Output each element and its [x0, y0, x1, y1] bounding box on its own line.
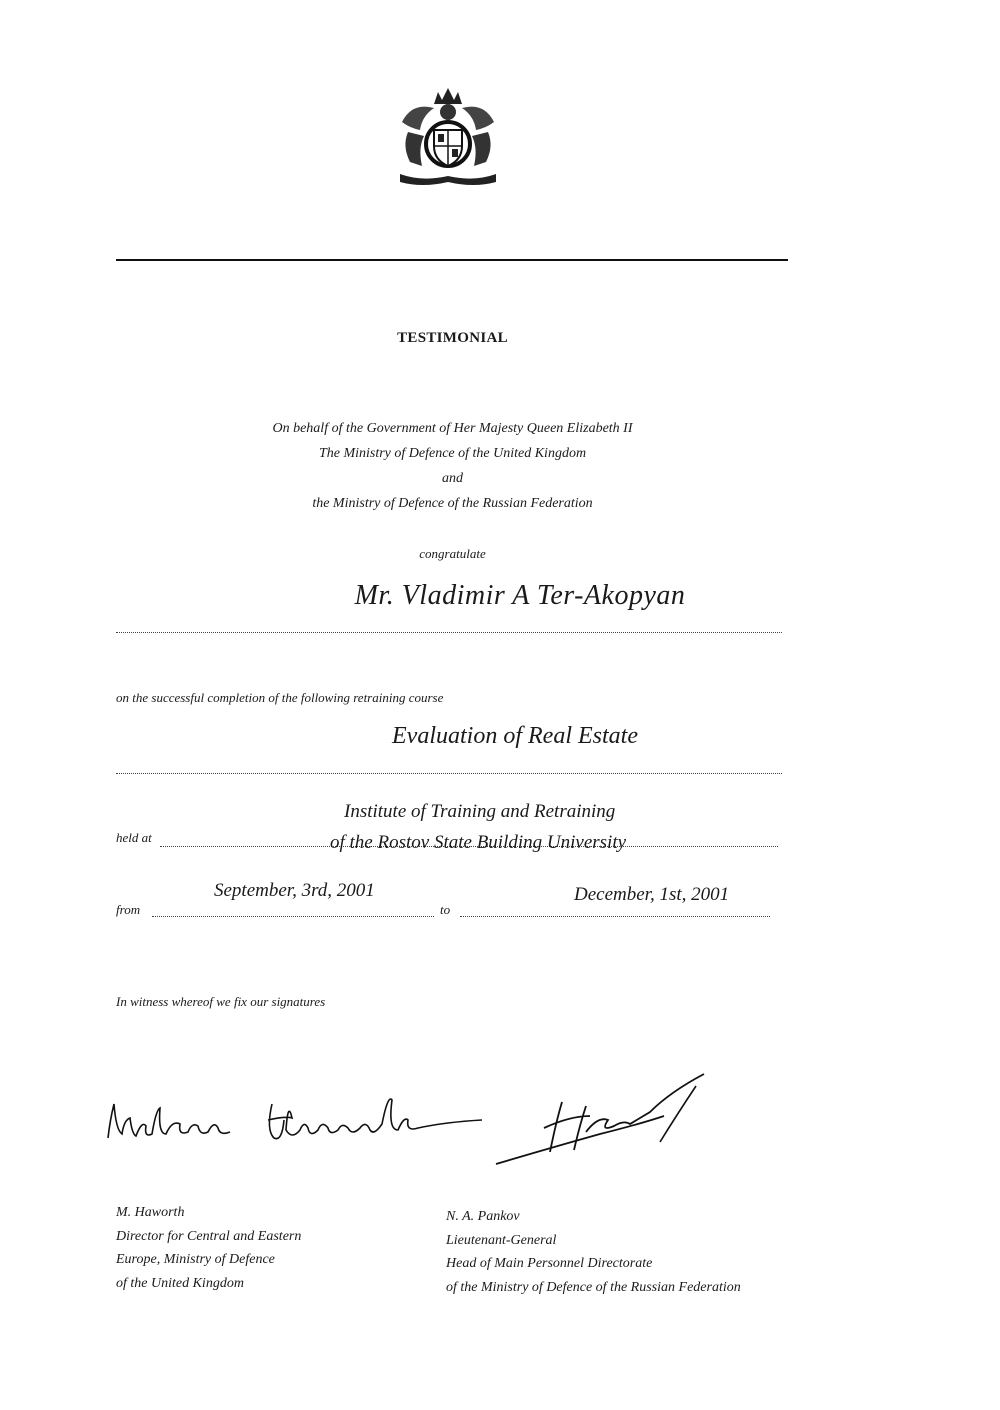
left-signatory-title-1: Director for Central and Eastern: [116, 1228, 302, 1244]
document-title: TESTIMONIAL: [397, 330, 508, 346]
left-signatory-title-2: Europe, Ministry of Defence: [116, 1252, 275, 1267]
left-signatory-title-3: of the United Kingdom: [116, 1275, 244, 1291]
recipient-dotted-line: [116, 632, 782, 633]
to-dotted-line: [460, 916, 770, 917]
right-signatory-title-3: of the Ministry of Defence of the Russian Federation: [446, 1279, 741, 1295]
institution-line-2: of the Rostov State Building University: [330, 832, 627, 853]
institution-line-1: Institute of Training and Retraining: [344, 801, 616, 822]
from-date: September, 3rd, 2001: [214, 880, 375, 901]
course-name: Evaluation of Real Estate: [392, 723, 638, 749]
to-label: to: [440, 902, 451, 917]
right-signatory-name: N. A. Pankov: [446, 1209, 520, 1224]
right-signatory-block: [446, 1205, 741, 1299]
course-dotted-line: [116, 773, 782, 774]
right-signatory-title-2: Head of Main Personnel Directorate: [446, 1256, 653, 1271]
header-rule: [116, 259, 788, 261]
intro-line-3: and: [442, 471, 463, 486]
witness-text: In witness whereof we fix our signatures: [116, 994, 326, 1009]
left-signatory-name: M. Haworth: [116, 1205, 185, 1220]
intro-line-4: the Ministry of Defence of the Russian Federation: [312, 496, 593, 511]
congratulate-text: congratulate: [419, 546, 486, 561]
held-at-label: held at: [116, 830, 152, 845]
signature-pankov: [490, 1072, 710, 1168]
completion-text: on the successful completion of the following retraining course: [116, 690, 444, 705]
recipient-name: Mr. Vladimir A Ter-Akopyan: [354, 580, 686, 611]
to-date: December, 1st, 2001: [574, 884, 730, 905]
intro-line-2: The Ministry of Defence of the United Kingdom: [318, 446, 587, 461]
signature-haworth: [96, 1090, 486, 1150]
left-signatory-block: [116, 1201, 301, 1295]
royal-crest-icon: [392, 82, 504, 190]
from-dotted-line: [152, 916, 434, 917]
right-signatory-title-1: Lieutenant-General: [446, 1232, 557, 1248]
intro-line-1: On behalf of the Government of Her Majesty Queen Elizabeth II: [272, 421, 633, 436]
from-label: from: [116, 902, 141, 917]
